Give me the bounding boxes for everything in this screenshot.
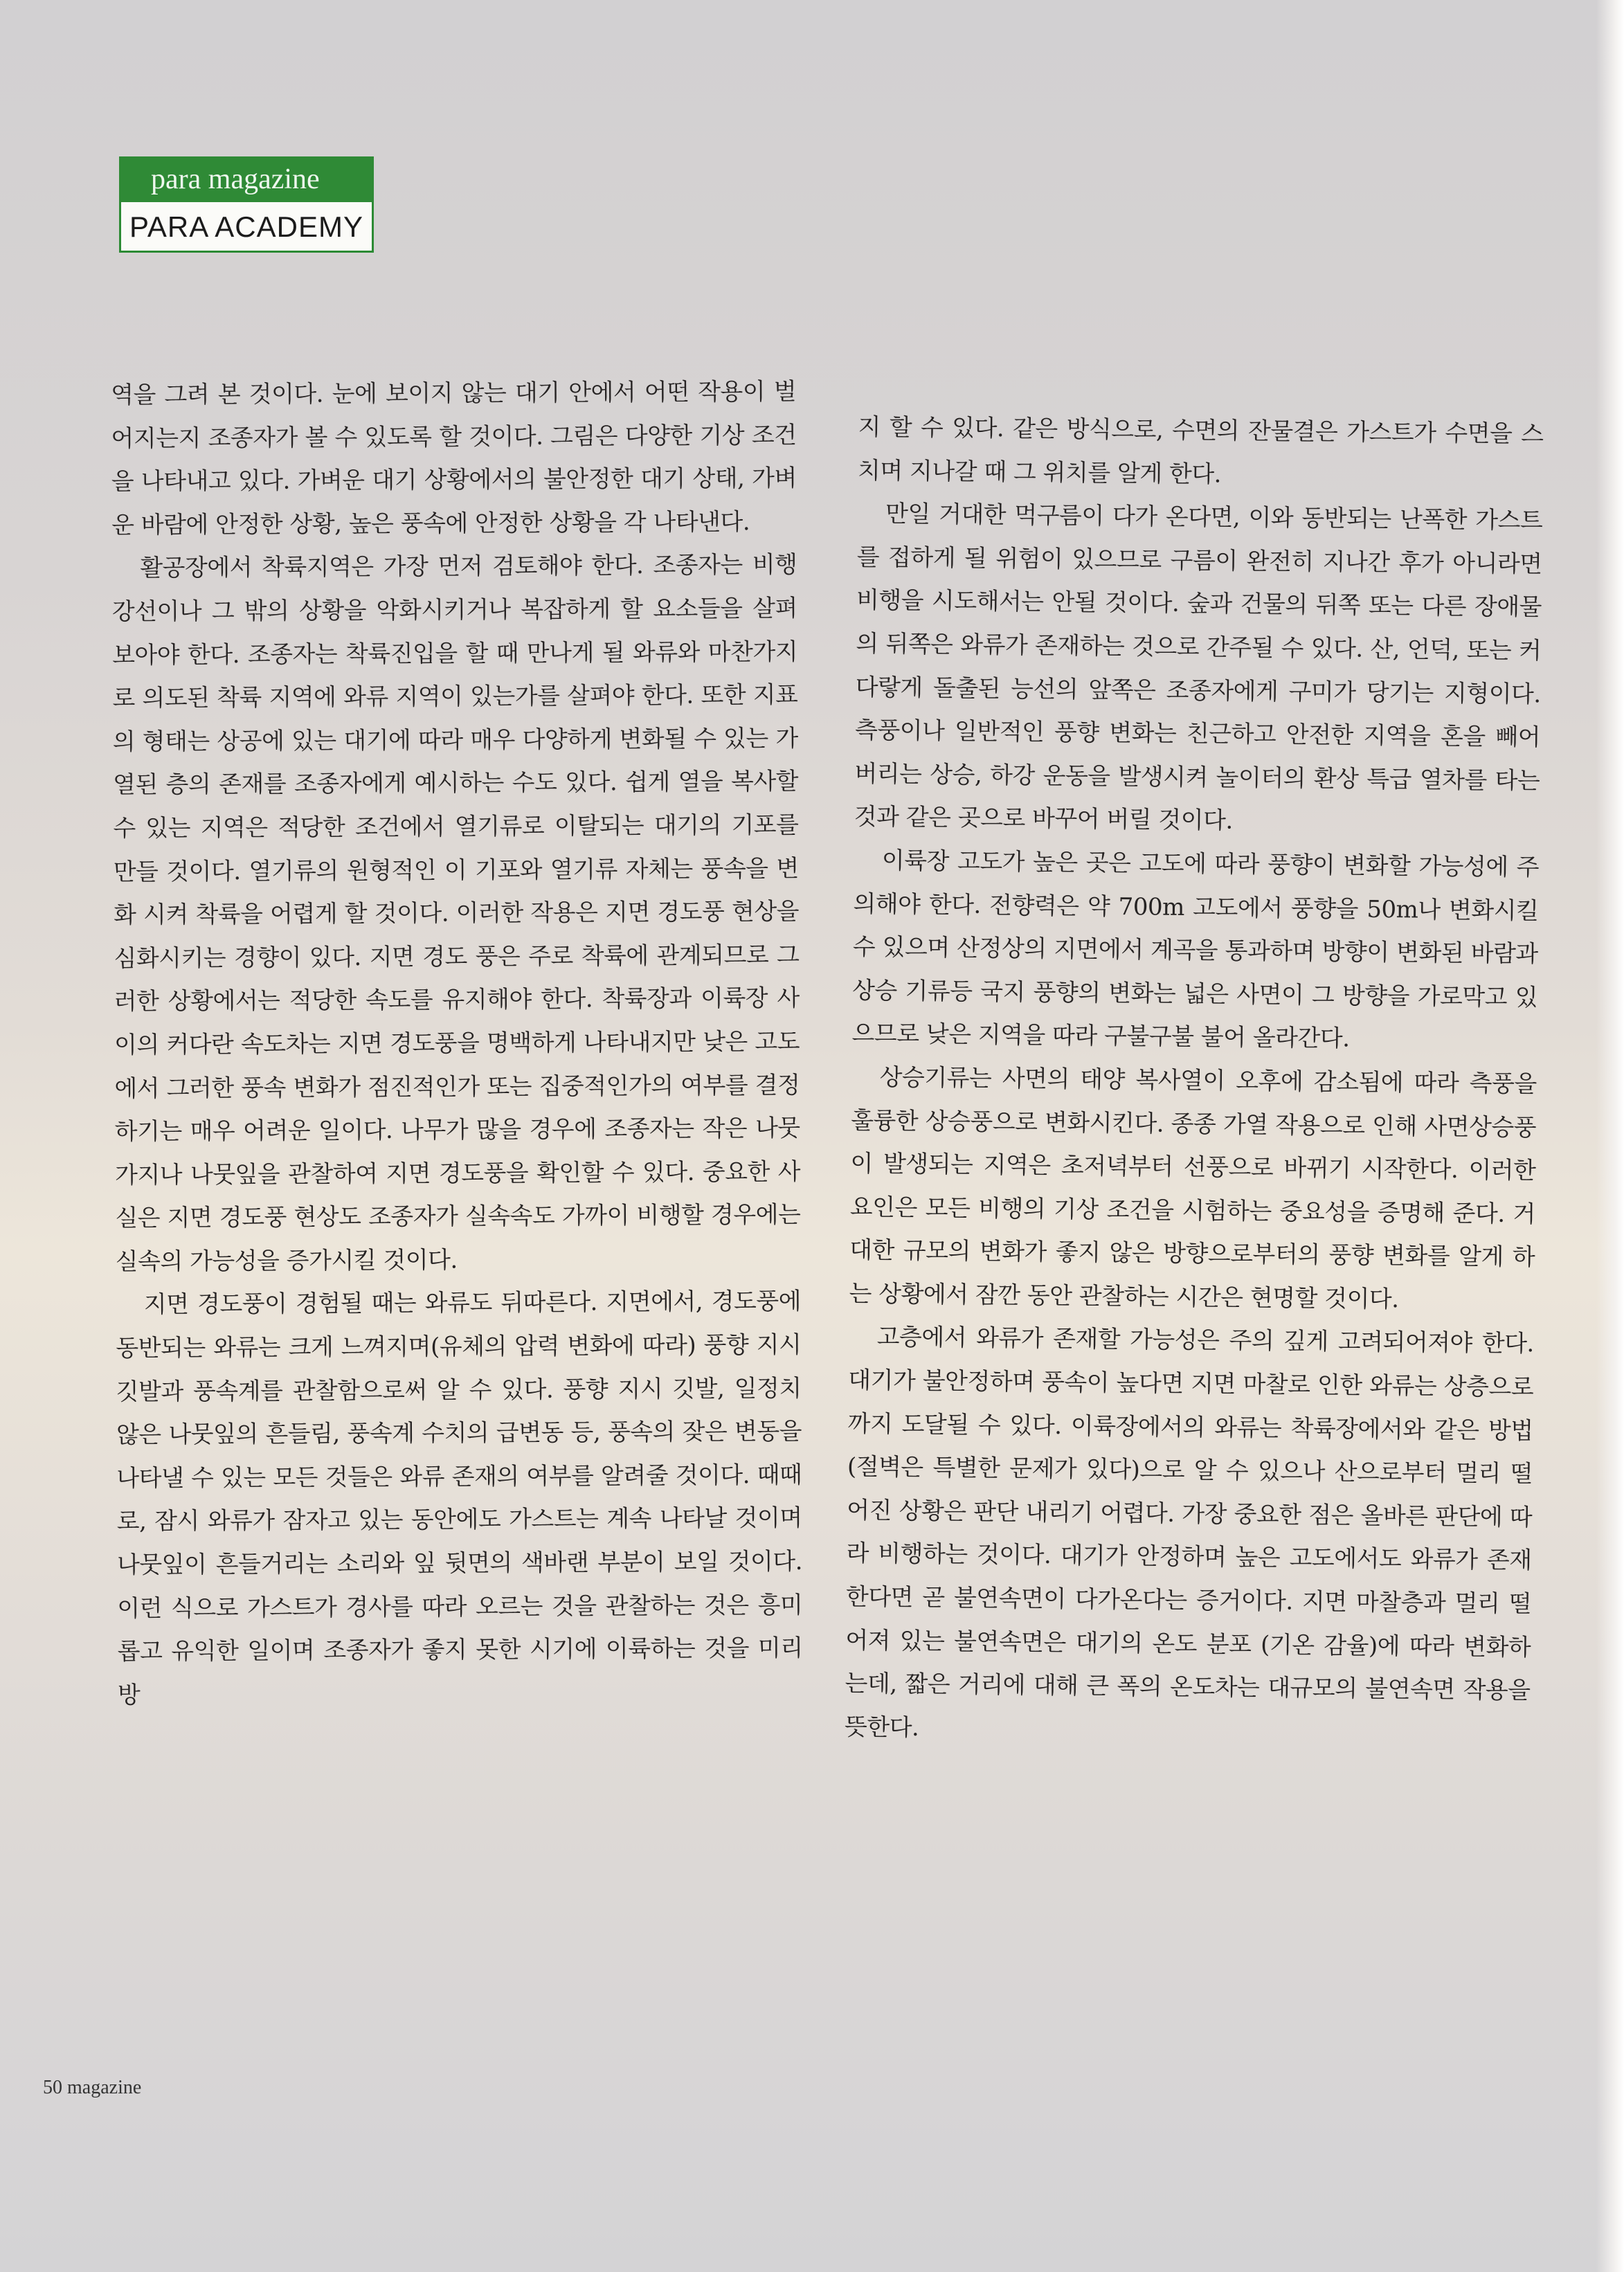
page-folio: 50 magazine: [43, 2077, 142, 2098]
paragraph: 역을 그려 본 것이다. 눈에 보이지 않는 대기 안에서 어떤 작용이 벌어지는지 조종자가 볼 수 있도록 할 것이다. 그림은 다양한 기상 조건을 나타내고 있다. 가벼운 대기 상황에서의 불안정한 대기 상태, 가벼운 바람에 안정한 상황, 높은 풍속에 안정한 상황을 각 나타낸다.: [111, 377, 797, 539]
paragraph: 만일 거대한 먹구름이 다가 온다면, 이와 동반되는 난폭한 가스트를 접하게 될 위험이 있으므로 구름이 완전히 지나간 후가 아니라면 비행을 시도해서는 안될 것이다. 숲과 건물의 뒤쪽 또는 다른 장애물의 뒤쪽은 와류가 존재하는 것으로 간주될 수 있다. 산, 언덕, 또는 커다랗게 돌출된 능선의 앞쪽은 조종자에게 구미가 당기는 지형이다. 측풍이나 일반적인 풍향 변화는 친근하고 안전한 지역을 혼을 빼어 버리는 상승, 하강 운동을 발생시켜 놀이터의 환상 특급 열차를 타는 것과 같은 곳으로 바꾸어 버릴 것이다.: [854, 500, 1543, 836]
paragraph: 지 할 수 있다. 같은 방식으로, 수면의 잔물결은 가스트가 수면을 스치며 지나갈 때 그 위치를 알게 한다.: [857, 413, 1544, 489]
left-column: [111, 370, 803, 1717]
paragraph: 지면 경도풍이 경험될 때는 와류도 뒤따른다. 지면에서, 경도풍에 동반되는 와류는 크게 느껴지며(유체의 압력 변화에 따라) 풍향 지시 깃발과 풍속계를 관찰함으로써 알 수 있다. 풍향 지시 깃발, 일정치 않은 나뭇잎의 흔들림, 풍속계 수치의 급변동 등, 풍속의 잦은 변동을 나타낼 수 있는 모든 것들은 와류 존재의 여부를 알려줄 것이다. 때때로, 잠시 와류가 잠자고 있는 동안에도 가스트는 계속 나타날 것이며 나뭇잎이 흔들거리는 소리와 잎 뒷면의 색바랜 부분이 보일 것이다. 이런 식으로 가스트가 경사를 따라 오르는 것을 관찰하는 것은 흥미롭고 유익한 일이며 조종자가 좋지 못한 시기에 이륙하는 것을 미리 방: [116, 1288, 803, 1709]
right-column: [845, 406, 1544, 1756]
page-edge: [1596, 0, 1624, 2272]
section-title: PARA ACADEMY: [119, 202, 374, 253]
section-header: [119, 156, 374, 253]
magazine-name: para magazine: [119, 156, 374, 202]
paragraph: 고층에서 와류가 존재할 가능성은 주의 깊게 고려되어져야 한다. 대기가 불안정하며 풍속이 높다면 지면 마찰로 인한 와류는 상층으로까지 도달될 수 있다. 이륙장에서의 와류는 착륙장에서와 같은 방법(절벽은 특별한 문제가 있다)으로 알 수 있으나 산으로부터 멀리 떨어진 상황은 판단 내리기 어렵다. 가장 중요한 점은 올바른 판단에 따라 비행하는 것이다. 대기가 안정하며 높은 고도에서도 와류가 존재한다면 곧 불연속면이 다가온다는 증거이다. 지면 마찰층과 멀리 떨어져 있는 불연속면은 대기의 온도 분포 (기온 감율)에 따라 변화하는데, 짧은 거리에 대해 큰 폭의 온도차는 대규모의 불연속면 작용을 뜻한다.: [844, 1323, 1535, 1742]
paragraph: 상승기류는 사면의 태양 복사열이 오후에 감소됨에 따라 측풍을 훌륭한 상승풍으로 변화시킨다. 종종 가열 작용으로 인해 사면상승풍이 발생되는 지역은 초저녁부터 선풍으로 바뀌기 시작한다. 이러한 요인은 모든 비행의 기상 조건을 시험하는 중요성을 증명해 준다. 거대한 규모의 변화가 좋지 않은 방향으로부터의 풍향 변화를 알게 하는 상황에서 잠깐 동안 관찰하는 시간은 현명할 것이다.: [849, 1063, 1537, 1314]
paragraph: 활공장에서 착륙지역은 가장 먼저 검토해야 한다. 조종자는 비행 강선이나 그 밖의 상황을 악화시키거나 복잡하게 할 요소들을 살펴 보아야 한다. 조종자는 착륙진입을 할 때 만나게 될 와류와 마찬가지로 의도된 착륙 지역에 와류 지역이 있는가를 살펴야 한다. 또한 지표의 형태는 상공에 있는 대기에 따라 매우 다양하게 변화될 수 있는 가열된 층의 존재를 조종자에게 예시하는 수도 있다. 쉽게 열을 복사할 수 있는 지역은 적당한 조건에서 열기류로 이탈되는 대기의 기포를 만들 것이다. 열기류의 원형적인 이 기포와 열기류 자체는 풍속을 변화 시켜 착륙을 어렵게 할 것이다. 이러한 작용은 지면 경도풍 현상을 심화시키는 경향이 있다. 지면 경도 풍은 주로 착륙에 관계되므로 그러한 상황에서는 적당한 속도를 유지해야 한다. 착륙장과 이륙장 사이의 커다란 속도차는 지면 경도풍을 명백하게 나타내지만 낮은 고도에서 그러한 풍속 변화가 점진적인가 또는 집중적인가의 여부를 결정하기는 매우 어려운 일이다. 나무가 많을 경우에 조종자는 작은 나뭇가지나 나뭇잎을 관찰하여 지면 경도풍을 확인할 수 있다. 중요한 사실은 지면 경도풍 현상도 조종자가 실속속도 가까이 비행할 경우에는 실속의 가능성을 증가시킬 것이다.: [111, 551, 801, 1276]
paragraph: 이륙장 고도가 높은 곳은 고도에 따라 풍향이 변화할 가능성에 주의해야 한다. 전향력은 약 700m 고도에서 풍향을 50m나 변화시킬 수 있으며 산정상의 지면에서 계곡을 통과하며 방향이 변화된 바람과 상승 기류등 국지 풍향의 변화는 넓은 사면이 그 방향을 가로막고 있으므로 낮은 지역을 따라 구불구불 불어 올라간다.: [851, 847, 1540, 1053]
